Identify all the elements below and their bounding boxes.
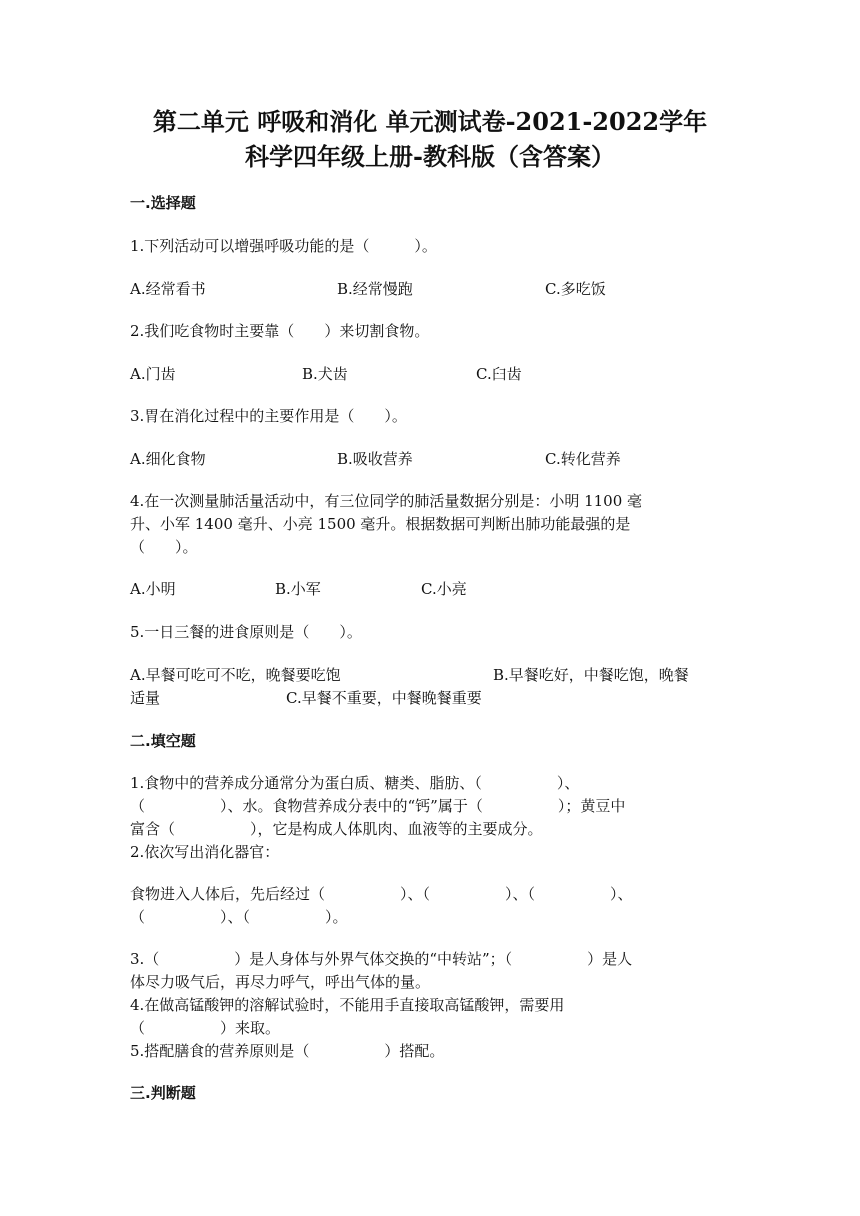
fill-q4-line-2: （ ）来取。 <box>130 1019 281 1037</box>
choice-q5-stem: 5.一日三餐的进食原则是（ ）。 <box>130 623 362 641</box>
fill-q1-line-1: 1.食物中的营养成分通常分为蛋白质、糖类、脂肪、（ ）、 <box>130 774 580 792</box>
choice-q4-stem-line-3: （ ）。 <box>130 538 198 556</box>
choice-q5-option-b-line-2: 适量 <box>130 689 161 707</box>
fill-q3-line-2: 体尽力吸气后，再尽力呼气，呼出气体的量。 <box>130 973 431 991</box>
choice-q3-option-b: B.吸收营养 <box>337 450 413 468</box>
choice-q1-stem: 1.下列活动可以增强呼吸功能的是（ ）。 <box>130 237 437 255</box>
choice-q2-option-a: A.门齿 <box>130 365 176 383</box>
fill-q3-line-1: 3.（ ）是人身体与外界气体交换的“中转站”；（ ）是人 <box>130 950 633 968</box>
choice-q5-option-a: A.早餐可吃可不吃，晚餐要吃饱 <box>130 666 341 684</box>
choice-q2-option-c: C.臼齿 <box>476 365 522 383</box>
choice-q3-stem: 3.胃在消化过程中的主要作用是（ ）。 <box>130 407 407 425</box>
choice-q1-option-b: B.经常慢跑 <box>337 280 413 298</box>
choice-q4-option-c: C.小亮 <box>421 580 467 598</box>
document-title-line-1: 第二单元 呼吸和消化 单元测试卷-2021-2022学年 <box>152 107 708 136</box>
fill-q2-line-1: 食物进入人体后，先后经过（ ）、（ ）、（ ）、 <box>130 885 633 903</box>
fill-q2-line-2: （ ）、（ ）。 <box>130 908 348 926</box>
section-heading-choice: 一.选择题 <box>130 194 196 212</box>
choice-q4-option-a: A.小明 <box>130 580 176 598</box>
fill-q1-line-3: 富含（ ），它是构成人体肌肉、血液等的主要成分。 <box>130 820 543 838</box>
fill-q1-line-2: （ ）、水。食物营养成分表中的“钙”属于（ ）；黄豆中 <box>130 797 626 815</box>
choice-q2-stem: 2.我们吃食物时主要靠（ ）来切割食物。 <box>130 322 430 340</box>
choice-q2-option-b: B.犬齿 <box>302 365 348 383</box>
choice-q1-option-a: A.经常看书 <box>130 280 206 298</box>
section-heading-fill: 二.填空题 <box>130 732 196 750</box>
fill-q4-line-1: 4.在做高锰酸钾的溶解试验时，不能用手直接取高锰酸钾，需要用 <box>130 996 565 1014</box>
choice-q4-stem-line-1: 4.在一次测量肺活量活动中，有三位同学的肺活量数据分别是：小明 1100 毫 <box>130 492 643 510</box>
fill-q5-stem: 5.搭配膳食的营养原则是（ ）搭配。 <box>130 1042 445 1060</box>
choice-q5-option-c: C.早餐不重要，中餐晚餐重要 <box>286 689 482 707</box>
choice-q4-option-b: B.小军 <box>275 580 321 598</box>
choice-q5-option-b-line-1: B.早餐吃好，中餐吃饱，晚餐 <box>493 666 689 684</box>
choice-q3-option-a: A.细化食物 <box>130 450 206 468</box>
choice-q1-option-c: C.多吃饭 <box>545 280 606 298</box>
section-heading-judge: 三.判断题 <box>130 1084 196 1102</box>
fill-q2-stem: 2.依次写出消化器官： <box>130 843 280 861</box>
document-title-line-2: 科学四年级上册-教科版（含答案） <box>245 142 615 171</box>
choice-q4-stem-line-2: 升、小军 1400 毫升、小亮 1500 毫升。根据数据可判断出肺功能最强的是 <box>130 515 631 533</box>
choice-q3-option-c: C.转化营养 <box>545 450 621 468</box>
